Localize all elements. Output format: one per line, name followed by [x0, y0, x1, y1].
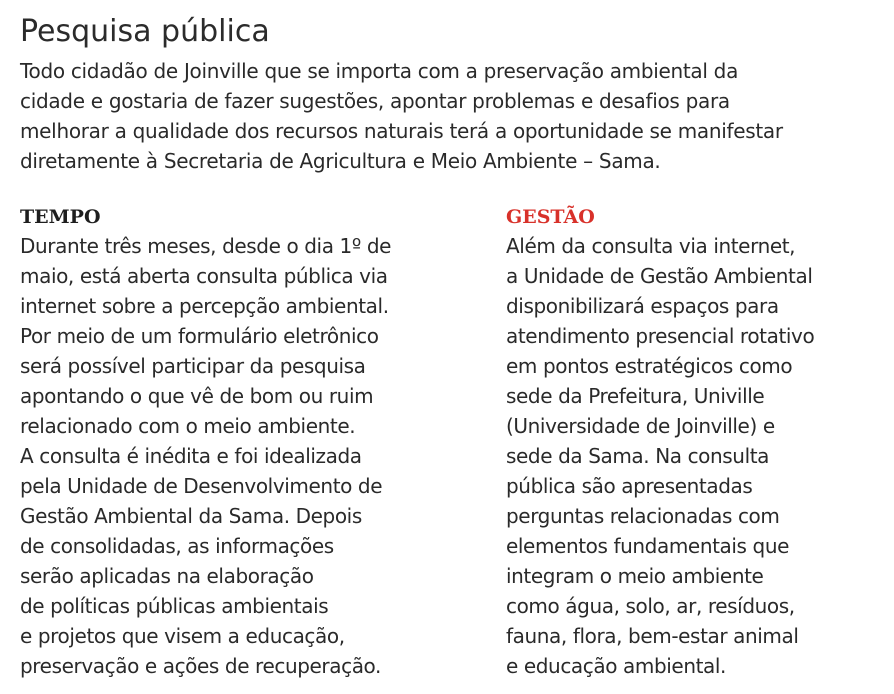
body-line: Durante três meses, desde o dia 1º de: [20, 234, 392, 258]
body-line: e projetos que visem a educação,: [20, 624, 345, 648]
section-body-gestao: [506, 231, 890, 681]
intro-line: melhorar a qualidade dos recursos naturais terá a oportunidade se manifestar: [20, 119, 783, 143]
body-line: internet sobre a percepção ambiental.: [20, 294, 389, 318]
body-line: relacionado com o meio ambiente.: [20, 414, 356, 438]
body-line: integram o meio ambiente: [506, 564, 764, 588]
section-body-tempo: [20, 231, 460, 681]
body-line: apontando o que vê de bom ou ruim: [20, 384, 374, 408]
body-line: A consulta é inédita e foi idealizada: [20, 444, 362, 468]
body-line: Por meio de um formulário eletrônico: [20, 324, 379, 348]
body-line: sede da Prefeitura, Univille: [506, 384, 765, 408]
body-line: elementos fundamentais que: [506, 534, 789, 558]
intro-line: Todo cidadão de Joinville que se importa com a preservação ambiental da: [20, 59, 739, 83]
body-line: fauna, flora, bem-estar animal: [506, 624, 799, 648]
body-line: de consolidadas, as informações: [20, 534, 334, 558]
section-heading-tempo: TEMPO: [20, 206, 101, 228]
body-line: serão aplicadas na elaboração: [20, 564, 314, 588]
body-line: será possível participar da pesquisa: [20, 354, 366, 378]
intro-line: cidade e gostaria de fazer sugestões, apontar problemas e desafios para: [20, 89, 730, 113]
body-line: (Universidade de Joinville) e: [506, 414, 775, 438]
body-line: atendimento presencial rotativo: [506, 324, 815, 348]
body-line: pública são apresentadas: [506, 474, 753, 498]
intro-paragraph: [20, 56, 890, 176]
body-line: de políticas públicas ambientais: [20, 594, 329, 618]
body-line: Além da consulta via internet,: [506, 234, 796, 258]
body-line: preservação e ações de recuperação.: [20, 654, 381, 678]
body-line: perguntas relacionadas com: [506, 504, 780, 528]
body-line: disponibilizará espaços para: [506, 294, 779, 318]
body-line: e educação ambiental.: [506, 654, 727, 678]
body-line: como água, solo, ar, resíduos,: [506, 594, 795, 618]
column-gestao: [506, 203, 890, 681]
body-line: em pontos estratégicos como: [506, 354, 793, 378]
body-line: pela Unidade de Desenvolvimento de: [20, 474, 383, 498]
column-tempo: [20, 203, 460, 681]
article-title: Pesquisa pública: [20, 14, 270, 49]
body-line: sede da Sama. Na consulta: [506, 444, 770, 468]
body-line: a Unidade de Gestão Ambiental: [506, 264, 813, 288]
body-line: Gestão Ambiental da Sama. Depois: [20, 504, 362, 528]
section-heading-gestao: GESTÃO: [506, 206, 595, 228]
body-line: maio, está aberta consulta pública via: [20, 264, 388, 288]
intro-line: diretamente à Secretaria de Agricultura e Meio Ambiente – Sama.: [20, 149, 661, 173]
